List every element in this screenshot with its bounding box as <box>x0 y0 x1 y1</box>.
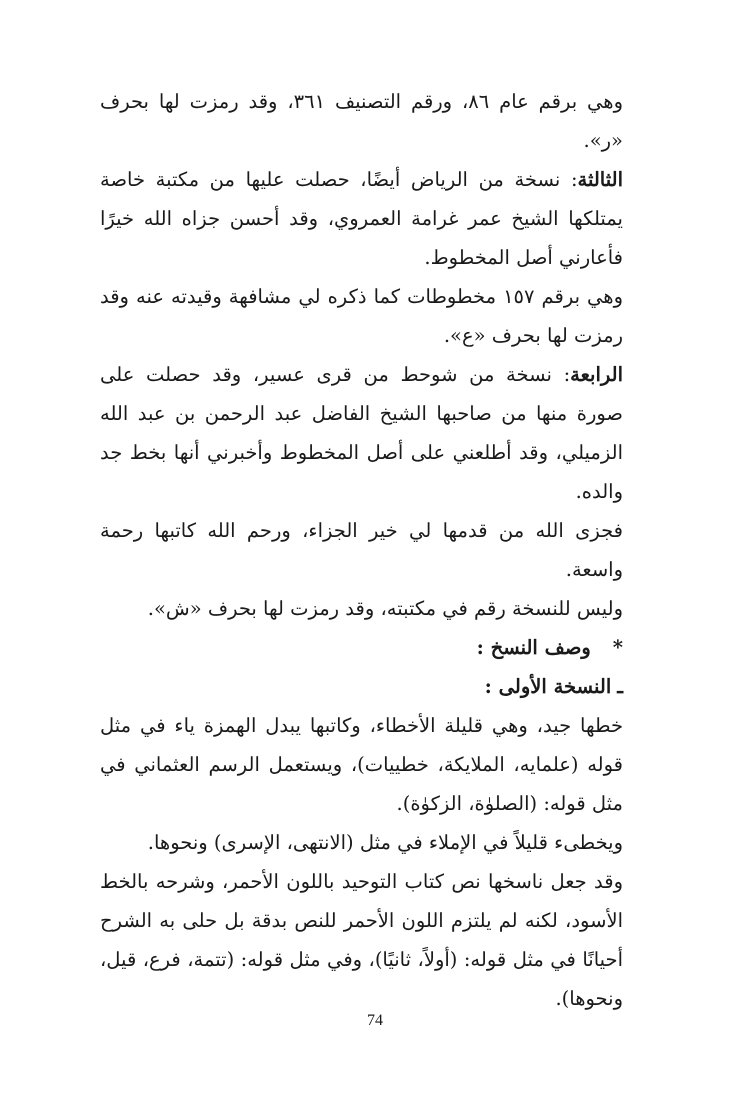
paragraph-8: ويخطىء قليلاً في الإملاء في مثل (الانتهى، الإسرى) ونحوها. <box>147 831 623 854</box>
heading-copies-description-text: وصف النسخ : <box>476 636 591 659</box>
paragraph-1: وهي برقم عام ٨٦، ورقم التصنيف ٣٦١، وقد رمزت لها بحرف «ر». <box>100 90 623 152</box>
heading-first-copy-text: النسخة الأولى : <box>484 675 612 698</box>
star-icon: * <box>612 636 623 659</box>
paragraph-fourth-copy <box>100 355 645 511</box>
paragraph-third-text: : نسخة من الرياض أيضًا، حصلت عليها من مكتبة خاصة يمتلكها الشيخ عمر غرامة العمروي، وقد أحسن جزاه الله خيرًا فأعارني أصل المخطوط. <box>100 168 623 269</box>
page-body <box>100 82 645 1018</box>
paragraph-5: فجزى الله من قدمها لي خير الجزاء، ورحم الله كاتبها رحمة واسعة. <box>100 519 623 581</box>
page-number: 74 <box>367 1012 383 1029</box>
paragraph-6: وليس للنسخة رقم في مكتبته، وقد رمزت لها بحرف «ش». <box>147 597 623 620</box>
paragraph-3: وهي برقم ١٥٧ مخطوطات كما ذكره لي مشافهة وقيدته عنه وقد رمزت لها بحرف «ع». <box>100 285 623 347</box>
label-third: الثالثة <box>577 168 623 191</box>
label-fourth: الرابعة <box>570 363 623 386</box>
heading-copies-description <box>100 628 645 667</box>
paragraph-third-copy <box>100 160 645 277</box>
paragraph-fourth-text: : نسخة من شوحط من قرى عسير، وقد حصلت على صورة منها من صاحبها الشيخ الفاضل عبد الرحمن بن عبد الله الزميلي، وقد أطلعني على أصل المخطوط وأخبرني أنها بخط جد والده. <box>100 363 623 503</box>
paragraph-9: وقد جعل ناسخها نص كتاب التوحيد باللون الأحمر، وشرحه بالخط الأسود، لكنه لم يلتزم اللون الأحمر للنص بدقة بل حلى به الشرح أحيانًا في مثل قوله: (أولاً، ثانيًا)، وفي مثل قوله: (تتمة، فرع، قيل، ونحوها). <box>100 870 623 1010</box>
dash-icon: ـ <box>617 675 623 698</box>
heading-first-copy <box>100 667 645 706</box>
paragraph-7: خطها جيد، وهي قليلة الأخطاء، وكاتبها يبدل الهمزة ياء في مثل قوله (علمايه، الملايكة، خطييات)، ويستعمل الرسم العثماني في مثل قوله: (الصلوٰة، الزكوٰة). <box>100 714 623 815</box>
